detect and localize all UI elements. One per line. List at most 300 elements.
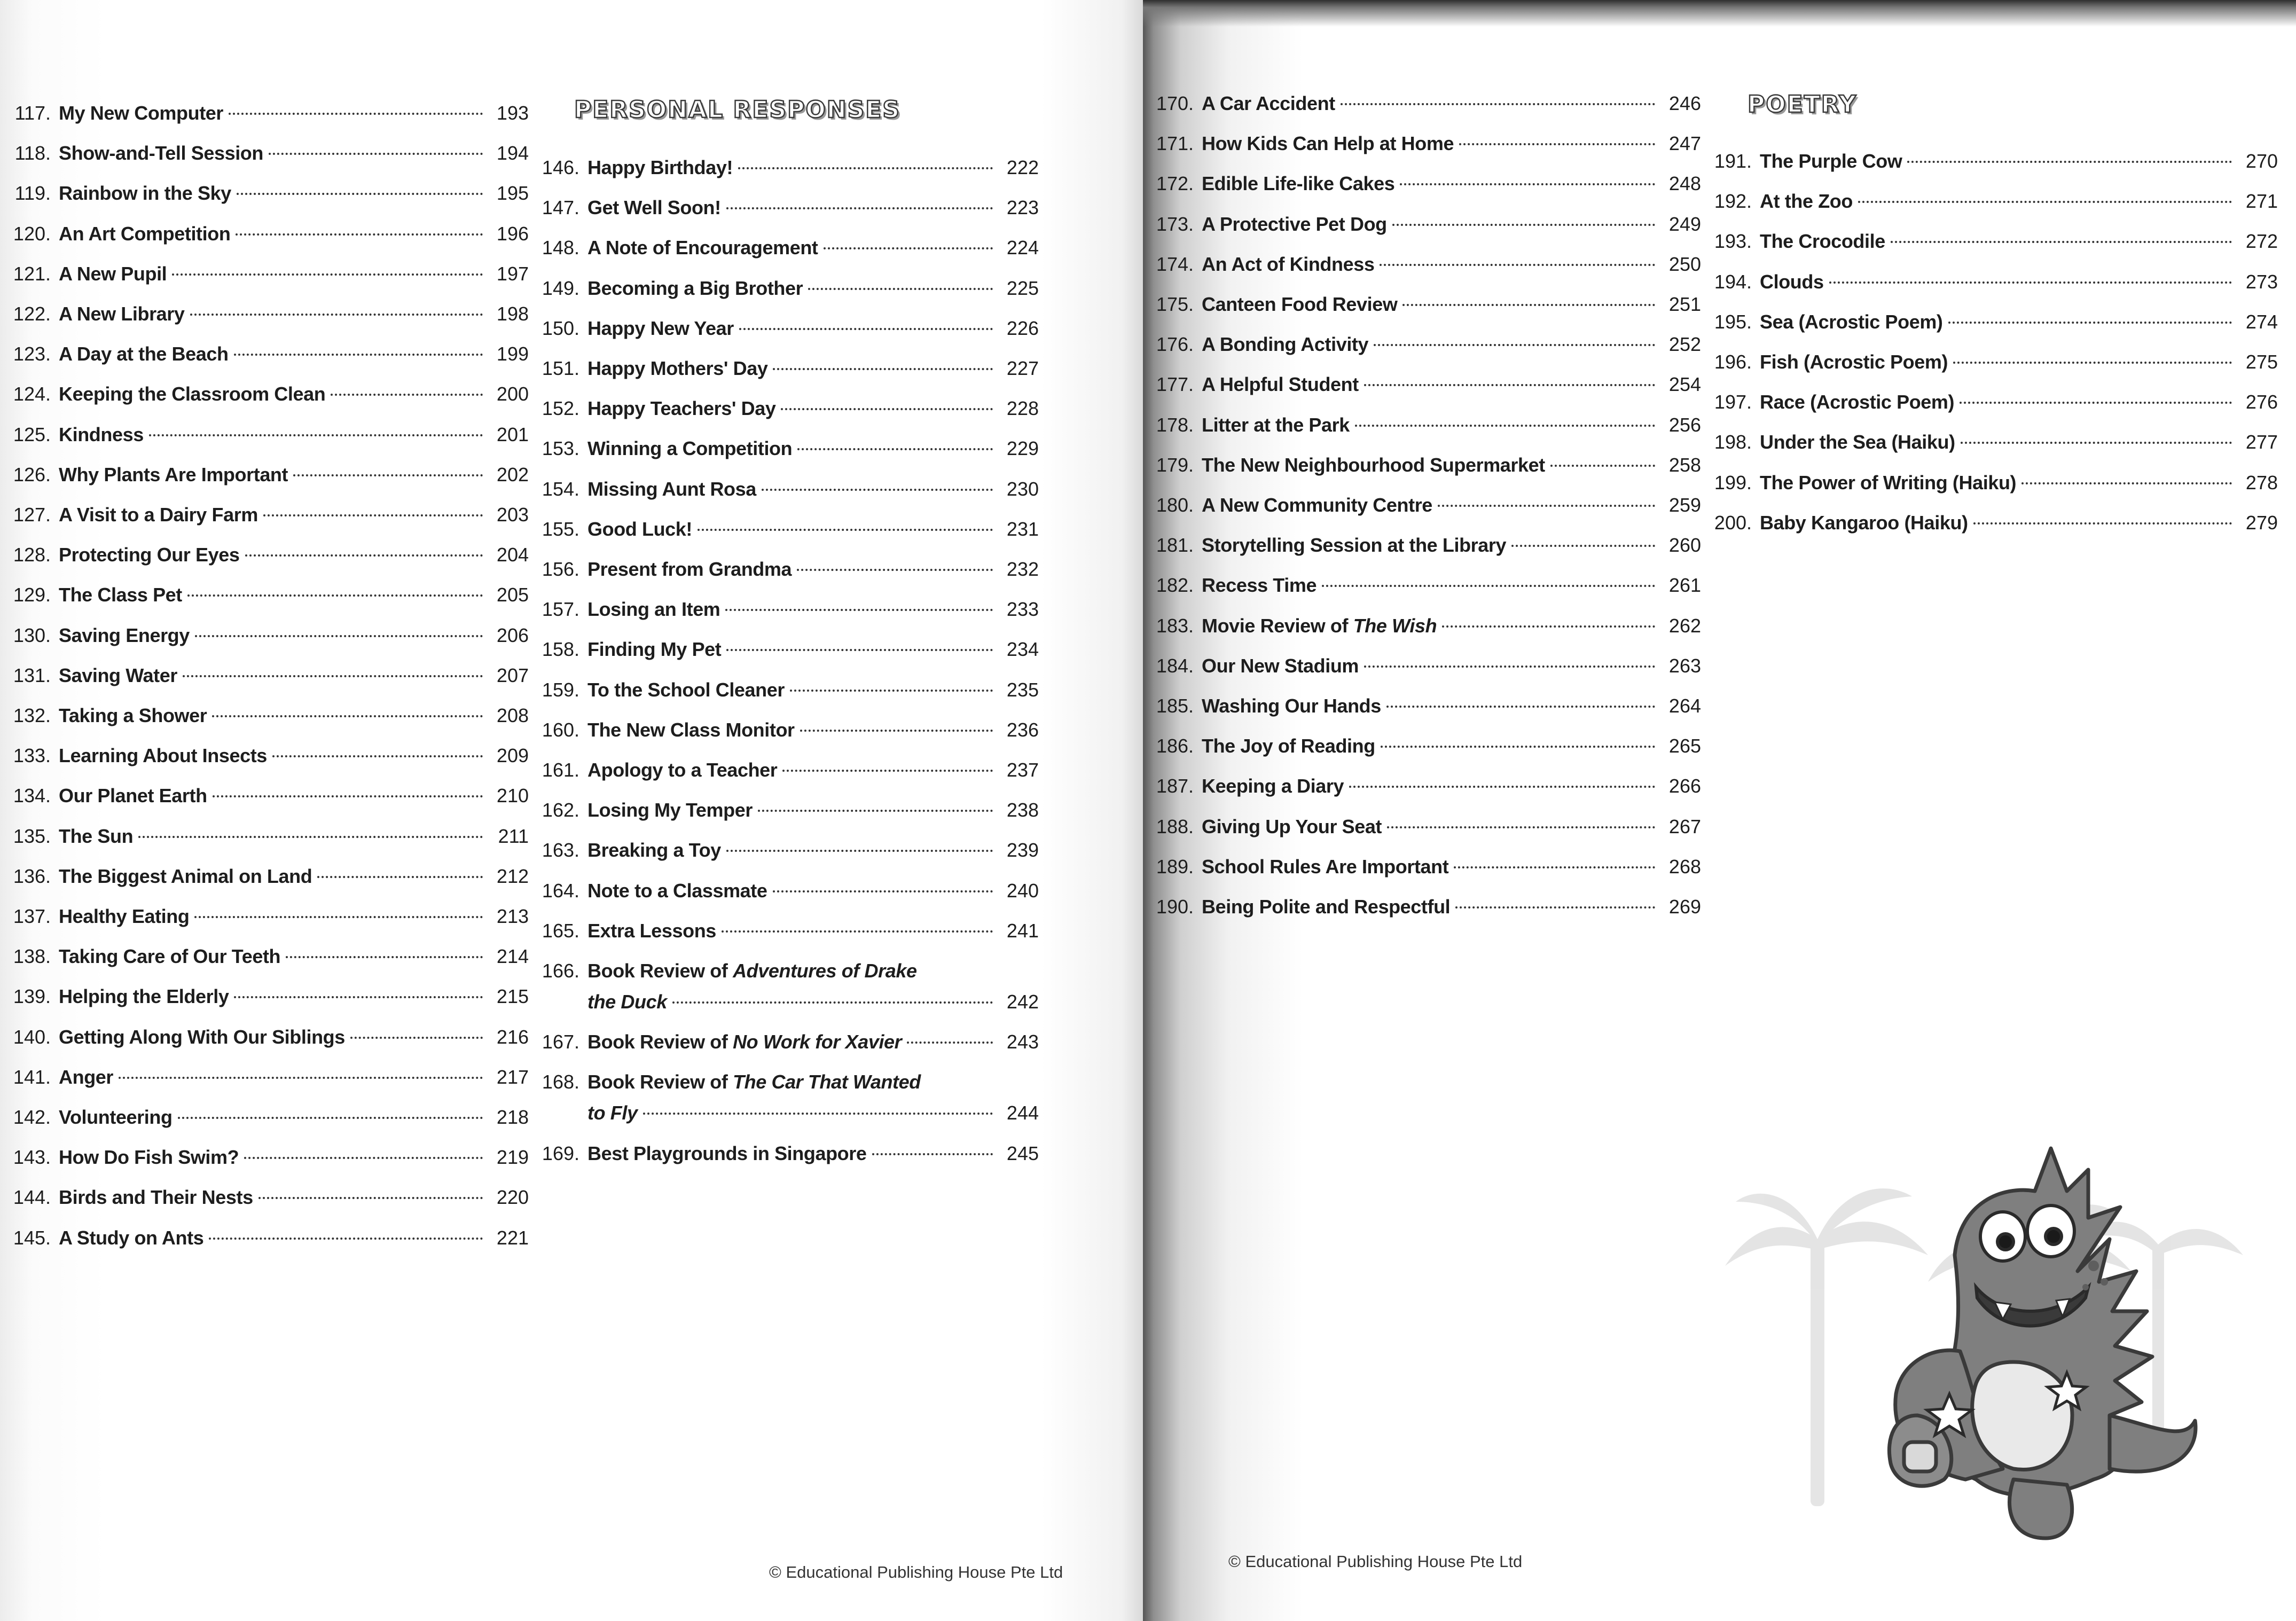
dot-leader bbox=[286, 956, 483, 958]
entry-page-number: 258 bbox=[1668, 453, 1701, 476]
toc-entry bbox=[1701, 270, 2278, 294]
entry-title: The New Class Monitor bbox=[587, 718, 795, 741]
toc-entry bbox=[1701, 150, 2278, 173]
toc-entry bbox=[529, 236, 1039, 260]
entry-page-number: 241 bbox=[1006, 919, 1039, 942]
entry-title: Saving Water bbox=[59, 664, 177, 686]
entry-title: Kindness bbox=[59, 423, 144, 445]
entry-page-number: 276 bbox=[2245, 391, 2278, 413]
dot-leader bbox=[907, 1041, 993, 1044]
dot-leader bbox=[1454, 866, 1655, 868]
dot-leader bbox=[1511, 545, 1655, 547]
entry-title-italic: Adventures of Drake bbox=[733, 960, 917, 982]
dot-leader bbox=[1961, 442, 2232, 444]
entry-number: 171. bbox=[1156, 132, 1194, 155]
entry-title: Fish (Acrostic Poem) bbox=[1760, 351, 1948, 373]
entry-number: 183. bbox=[1156, 614, 1194, 637]
dot-leader bbox=[781, 408, 993, 410]
entry-title: The Purple Cow bbox=[1760, 150, 1902, 172]
toc-entry bbox=[0, 865, 529, 888]
entry-number: 164. bbox=[542, 879, 579, 902]
entry-number: 156. bbox=[542, 558, 579, 580]
dot-leader bbox=[1364, 665, 1655, 668]
toc-entry bbox=[529, 758, 1039, 782]
dot-leader bbox=[1322, 585, 1655, 587]
entry-title: How Do Fish Swim? bbox=[59, 1146, 239, 1169]
entry-page-number: 271 bbox=[2245, 190, 2278, 213]
toc-entry bbox=[1143, 213, 1701, 236]
toc-entry bbox=[0, 423, 529, 447]
dot-leader bbox=[739, 328, 993, 330]
entry-title-italic: to Fly bbox=[587, 1102, 638, 1124]
entry-title: A New Community Centre bbox=[1202, 494, 1432, 516]
entry-number: 137. bbox=[13, 905, 51, 927]
entry-page-number: 254 bbox=[1668, 373, 1701, 396]
entry-title: Edible Life-like Cakes bbox=[1202, 173, 1395, 195]
entry-number: 140. bbox=[13, 1025, 51, 1048]
entry-page-number: 195 bbox=[496, 182, 529, 205]
entry-number: 139. bbox=[13, 985, 51, 1008]
entry-page-number: 261 bbox=[1668, 574, 1701, 597]
toc-entry bbox=[1143, 494, 1701, 517]
entry-title: Race (Acrostic Poem) bbox=[1760, 391, 1955, 413]
entry-number: 197. bbox=[1714, 391, 1752, 413]
entry-title: My New Computer bbox=[59, 102, 224, 124]
dot-leader bbox=[269, 153, 483, 155]
entry-page-number: 240 bbox=[1006, 879, 1039, 902]
entry-number: 117. bbox=[14, 102, 51, 124]
toc-entry bbox=[529, 397, 1039, 420]
dot-leader bbox=[190, 314, 483, 316]
entry-number: 145. bbox=[13, 1226, 51, 1249]
toc-entry bbox=[0, 985, 529, 1008]
entry-page-number: 233 bbox=[1006, 598, 1039, 621]
entry-number: 198. bbox=[1714, 431, 1752, 453]
entry-title-line2 bbox=[587, 990, 667, 1014]
entry-title-italic: the Duck bbox=[587, 991, 667, 1013]
toc-entry bbox=[0, 222, 529, 246]
entry-page-number: 236 bbox=[1006, 718, 1039, 741]
entry-title: Anger bbox=[59, 1066, 114, 1088]
copyright-footer: © Educational Publishing House Pte Ltd bbox=[1228, 1552, 1523, 1571]
entry-title: Protecting Our Eyes bbox=[59, 544, 240, 566]
entry-page-number: 201 bbox=[496, 423, 529, 445]
dot-leader bbox=[178, 1117, 483, 1119]
entry-page-number: 237 bbox=[1006, 759, 1039, 781]
dot-leader bbox=[2021, 482, 2232, 484]
dot-leader bbox=[194, 916, 483, 918]
entry-page-number: 200 bbox=[496, 383, 529, 405]
entry-title: Happy Teachers' Day bbox=[587, 397, 776, 420]
toc-entry bbox=[0, 1186, 529, 1209]
entry-page-number: 260 bbox=[1668, 534, 1701, 557]
entry-title: The Sun bbox=[59, 825, 134, 847]
entry-number: 163. bbox=[542, 839, 579, 862]
entry-title-prefix: Book Review of bbox=[587, 1071, 733, 1093]
toc-entry-continuation bbox=[529, 1101, 1039, 1125]
entry-number: 184. bbox=[1156, 654, 1194, 677]
entry-page-number: 221 bbox=[496, 1226, 529, 1249]
dot-leader bbox=[237, 193, 483, 195]
toc-entry bbox=[0, 905, 529, 928]
toc-entry bbox=[1143, 734, 1701, 758]
toc-entry bbox=[529, 678, 1039, 702]
dot-leader bbox=[212, 715, 483, 717]
entry-page-number: 231 bbox=[1006, 518, 1039, 540]
entry-number: 131. bbox=[13, 664, 51, 686]
toc-entry bbox=[529, 558, 1039, 581]
entry-title-prefix: Book Review of bbox=[587, 1031, 733, 1053]
entry-number: 154. bbox=[542, 477, 579, 500]
entry-page-number: 225 bbox=[1006, 277, 1039, 299]
entry-number: 199. bbox=[1714, 471, 1752, 494]
entry-number: 146. bbox=[542, 156, 579, 178]
entry-title: Getting Along With Our Siblings bbox=[59, 1025, 345, 1048]
entry-number: 144. bbox=[13, 1186, 51, 1209]
toc-entry bbox=[0, 1106, 529, 1129]
entry-title: Taking Care of Our Teeth bbox=[59, 945, 281, 968]
dot-leader bbox=[790, 690, 993, 692]
toc-entry bbox=[0, 101, 529, 125]
dot-leader bbox=[1438, 505, 1655, 507]
entry-number: 125. bbox=[13, 423, 51, 445]
entry-page-number: 268 bbox=[1668, 855, 1701, 878]
dot-leader bbox=[244, 1157, 483, 1159]
entry-page-number: 222 bbox=[1006, 156, 1039, 178]
dot-leader bbox=[172, 273, 483, 276]
toc-entry bbox=[0, 583, 529, 607]
dot-leader bbox=[183, 675, 483, 677]
toc-entry bbox=[1143, 132, 1701, 155]
entry-title: Sea (Acrostic Poem) bbox=[1760, 310, 1943, 333]
entry-title: A Protective Pet Dog bbox=[1202, 213, 1387, 235]
dot-leader bbox=[213, 795, 483, 797]
entry-page-number: 220 bbox=[496, 1186, 529, 1209]
entry-title-prefix: Movie Review of bbox=[1202, 614, 1353, 637]
toc-entry bbox=[1701, 390, 2278, 414]
dot-leader bbox=[808, 288, 993, 290]
entry-title: Breaking a Toy bbox=[587, 839, 721, 862]
entry-page-number: 242 bbox=[1006, 991, 1039, 1013]
entry-title: Under the Sea (Haiku) bbox=[1760, 431, 1955, 453]
entry-page-number: 243 bbox=[1006, 1031, 1039, 1053]
toc-entry bbox=[0, 744, 529, 768]
toc-entry bbox=[0, 825, 529, 848]
entry-page-number: 252 bbox=[1668, 333, 1701, 356]
dot-leader bbox=[672, 1001, 993, 1004]
toc-entry bbox=[529, 437, 1039, 460]
toc-entry bbox=[0, 302, 529, 326]
entry-title: Extra Lessons bbox=[587, 919, 716, 942]
toc-entry bbox=[0, 1066, 529, 1089]
dot-leader bbox=[797, 448, 993, 450]
entry-page-number: 209 bbox=[496, 745, 529, 767]
dot-leader bbox=[138, 836, 483, 838]
entry-title: Happy New Year bbox=[587, 317, 734, 339]
entry-page-number: 263 bbox=[1668, 654, 1701, 677]
toc-entry bbox=[1143, 453, 1701, 477]
entry-title: To the School Cleaner bbox=[587, 678, 785, 701]
entry-page-number: 273 bbox=[2245, 270, 2278, 293]
entry-title: Best Playgrounds in Singapore bbox=[587, 1142, 867, 1164]
entry-number: 168. bbox=[542, 1071, 579, 1093]
entry-title: Litter at the Park bbox=[1202, 413, 1350, 436]
entry-number: 174. bbox=[1156, 253, 1194, 275]
entry-number: 193. bbox=[1714, 230, 1752, 253]
dot-leader bbox=[1381, 746, 1655, 748]
entry-number: 155. bbox=[542, 518, 579, 540]
entry-page-number: 206 bbox=[496, 624, 529, 646]
entry-page-number: 202 bbox=[496, 463, 529, 485]
entry-number: 190. bbox=[1156, 896, 1194, 918]
dot-leader bbox=[187, 594, 483, 597]
entry-number: 166. bbox=[542, 960, 579, 982]
entry-page-number: 204 bbox=[496, 544, 529, 566]
dot-leader bbox=[1907, 161, 2232, 163]
dot-leader bbox=[726, 207, 993, 209]
toc-entry bbox=[1143, 895, 1701, 919]
dot-leader bbox=[1829, 281, 2232, 284]
entry-title: Losing an Item bbox=[587, 598, 720, 621]
toc-entry bbox=[1143, 92, 1701, 115]
toc-entry bbox=[0, 1226, 529, 1250]
entry-title: The New Neighbourhood Supermarket bbox=[1202, 453, 1545, 476]
entry-page-number: 205 bbox=[496, 584, 529, 606]
entry-title: Healthy Eating bbox=[59, 905, 190, 927]
entry-number: 167. bbox=[542, 1031, 579, 1053]
toc-entry bbox=[1143, 614, 1701, 638]
toc-entry bbox=[1143, 172, 1701, 195]
entry-title: Keeping the Classroom Clean bbox=[59, 383, 326, 405]
dot-leader bbox=[773, 890, 993, 892]
toc-entry bbox=[0, 262, 529, 286]
dot-leader bbox=[1953, 362, 2232, 364]
toc-entry bbox=[0, 142, 529, 165]
entry-number: 126. bbox=[13, 463, 51, 485]
entry-title: A Bonding Activity bbox=[1202, 333, 1369, 356]
entry-number: 195. bbox=[1714, 310, 1752, 333]
entry-number: 132. bbox=[13, 704, 51, 726]
dot-leader bbox=[245, 554, 483, 557]
toc-entry bbox=[529, 156, 1039, 179]
entry-page-number: 264 bbox=[1668, 695, 1701, 717]
entry-number: 175. bbox=[1156, 293, 1194, 315]
entry-title: Volunteering bbox=[59, 1106, 173, 1128]
dot-leader bbox=[758, 810, 993, 812]
entry-number: 200. bbox=[1714, 511, 1752, 534]
entry-page-number: 262 bbox=[1668, 614, 1701, 637]
toc-entry bbox=[529, 919, 1039, 943]
entry-number: 149. bbox=[542, 277, 579, 299]
entry-title bbox=[1202, 614, 1437, 638]
entry-title: The Biggest Animal on Land bbox=[59, 865, 312, 887]
entry-title: Present from Grandma bbox=[587, 558, 792, 580]
entry-page-number: 245 bbox=[1006, 1142, 1039, 1164]
entry-title: Becoming a Big Brother bbox=[587, 277, 803, 299]
dot-leader bbox=[698, 529, 993, 531]
dot-leader bbox=[229, 113, 483, 115]
entry-page-number: 219 bbox=[496, 1146, 529, 1169]
entry-number: 196. bbox=[1714, 351, 1752, 373]
entry-page-number: 232 bbox=[1006, 558, 1039, 580]
entry-number: 191. bbox=[1714, 150, 1752, 172]
entry-number: 189. bbox=[1156, 855, 1194, 878]
entry-title: Washing Our Hands bbox=[1202, 695, 1381, 717]
entry-title: Rainbow in the Sky bbox=[59, 182, 231, 205]
entry-number: 173. bbox=[1156, 213, 1194, 235]
section-heading-personal-responses: PERSONAL RESPONSES bbox=[574, 96, 901, 123]
entry-page-number: 234 bbox=[1006, 638, 1039, 661]
entry-page-number: 223 bbox=[1006, 197, 1039, 219]
entry-number: 135. bbox=[13, 825, 51, 847]
entry-page-number: 214 bbox=[496, 945, 529, 968]
toc-entry bbox=[1143, 574, 1701, 597]
entry-page-number: 277 bbox=[2245, 431, 2278, 453]
entry-title: Get Well Soon! bbox=[587, 197, 721, 219]
entry-page-number: 211 bbox=[498, 825, 529, 847]
entry-title: Saving Energy bbox=[59, 624, 190, 646]
toc-entry bbox=[1701, 471, 2278, 495]
entry-number: 127. bbox=[13, 504, 51, 526]
toc-entry bbox=[1143, 293, 1701, 316]
dot-leader bbox=[1392, 224, 1655, 226]
entry-number: 151. bbox=[542, 357, 579, 379]
dot-leader bbox=[872, 1153, 993, 1155]
dot-leader bbox=[350, 1037, 483, 1039]
entry-page-number: 210 bbox=[496, 785, 529, 807]
toc-entry bbox=[0, 342, 529, 366]
entry-title: Giving Up Your Seat bbox=[1202, 815, 1382, 837]
section-heading-poetry: POETRY bbox=[1748, 91, 1858, 118]
entry-page-number: 238 bbox=[1006, 799, 1039, 821]
entry-title: A Study on Ants bbox=[59, 1226, 204, 1249]
entry-title: Learning About Insects bbox=[59, 745, 267, 767]
dot-leader bbox=[1891, 241, 2232, 243]
entry-title: How Kids Can Help at Home bbox=[1202, 132, 1454, 155]
entry-number: 187. bbox=[1156, 775, 1194, 797]
entry-page-number: 217 bbox=[496, 1066, 529, 1088]
entry-page-number: 194 bbox=[496, 142, 529, 165]
entry-title: Note to a Classmate bbox=[587, 879, 767, 902]
toc-entry bbox=[1143, 413, 1701, 437]
toc-entry bbox=[1143, 333, 1701, 356]
entry-page-number: 197 bbox=[496, 262, 529, 285]
entry-number: 120. bbox=[13, 222, 51, 245]
toc-entry bbox=[0, 503, 529, 527]
entry-page-number: 256 bbox=[1668, 413, 1701, 436]
toc-entry bbox=[1143, 855, 1701, 879]
dot-leader bbox=[1400, 183, 1655, 185]
entry-number: 119. bbox=[14, 182, 51, 205]
entry-page-number: 224 bbox=[1006, 237, 1039, 259]
toc-entry bbox=[0, 382, 529, 406]
entry-title: Our New Stadium bbox=[1202, 654, 1359, 677]
entry-number: 165. bbox=[542, 919, 579, 942]
toc-entry bbox=[529, 1070, 1039, 1094]
dot-leader bbox=[725, 609, 993, 611]
entry-title bbox=[587, 1030, 902, 1054]
entry-page-number: 248 bbox=[1668, 173, 1701, 195]
toc-entry bbox=[529, 518, 1039, 541]
entry-number: 192. bbox=[1714, 190, 1752, 213]
entry-page-number: 215 bbox=[496, 985, 529, 1008]
entry-page-number: 193 bbox=[496, 102, 529, 124]
toc-entry bbox=[529, 839, 1039, 862]
dot-leader bbox=[119, 1077, 483, 1079]
toc-entry bbox=[1143, 373, 1701, 396]
dot-leader bbox=[1442, 625, 1655, 628]
entry-number: 177. bbox=[1156, 373, 1194, 396]
entry-number: 182. bbox=[1156, 574, 1194, 597]
toc-entry bbox=[1701, 230, 2278, 253]
dot-leader bbox=[195, 635, 483, 637]
entry-number: 172. bbox=[1156, 173, 1194, 195]
entry-page-number: 267 bbox=[1668, 815, 1701, 837]
toc-entry bbox=[0, 463, 529, 487]
entry-title: Keeping a Diary bbox=[1202, 775, 1344, 797]
dot-leader bbox=[1374, 344, 1655, 346]
entry-title: Apology to a Teacher bbox=[587, 759, 778, 781]
toc-entry bbox=[1143, 694, 1701, 718]
entry-number: 123. bbox=[13, 343, 51, 365]
entry-number: 176. bbox=[1156, 333, 1194, 356]
entry-page-number: 208 bbox=[496, 704, 529, 726]
entry-number: 152. bbox=[542, 397, 579, 420]
entry-title: A Note of Encouragement bbox=[587, 237, 818, 259]
entry-number: 194. bbox=[1714, 270, 1752, 293]
entry-number: 185. bbox=[1156, 695, 1194, 717]
entry-title: The Crocodile bbox=[1760, 230, 1885, 253]
dot-leader bbox=[824, 247, 993, 249]
entry-title: Being Polite and Respectful bbox=[1202, 896, 1451, 918]
entry-title: Birds and Their Nests bbox=[59, 1186, 253, 1209]
toc-entry bbox=[529, 317, 1039, 340]
left-page bbox=[0, 0, 1143, 1621]
dot-leader bbox=[331, 394, 483, 396]
entry-page-number: 250 bbox=[1668, 253, 1701, 275]
toc-entry bbox=[0, 624, 529, 647]
entry-number: 148. bbox=[542, 237, 579, 259]
dot-leader bbox=[1455, 906, 1655, 909]
entry-number: 129. bbox=[13, 584, 51, 606]
dot-leader bbox=[209, 1238, 483, 1240]
toc-entry bbox=[529, 598, 1039, 621]
entry-title: Losing My Temper bbox=[587, 799, 753, 821]
toc-entry bbox=[0, 182, 529, 205]
entry-number: 130. bbox=[13, 624, 51, 646]
dot-leader bbox=[797, 569, 993, 571]
entry-title: At the Zoo bbox=[1760, 190, 1853, 213]
page-edge-shadow bbox=[1143, 0, 2296, 27]
entry-number: 134. bbox=[13, 785, 51, 807]
toc-entry bbox=[529, 718, 1039, 742]
entry-number: 188. bbox=[1156, 815, 1194, 837]
dot-leader bbox=[1960, 402, 2232, 404]
entry-number: 141. bbox=[13, 1066, 51, 1088]
entry-number: 118. bbox=[14, 142, 51, 165]
entry-title: The Joy of Reading bbox=[1202, 735, 1375, 757]
toc-entry bbox=[1701, 511, 2278, 535]
entry-title: A Visit to a Dairy Farm bbox=[59, 504, 258, 526]
dot-leader bbox=[293, 474, 483, 476]
toc-entry bbox=[1701, 190, 2278, 213]
toc-entry bbox=[1701, 310, 2278, 334]
entry-number: 150. bbox=[542, 317, 579, 339]
entry-page-number: 229 bbox=[1006, 437, 1039, 460]
dot-leader bbox=[234, 354, 483, 356]
entry-number: 121. bbox=[13, 262, 51, 285]
toc-entry bbox=[0, 543, 529, 567]
